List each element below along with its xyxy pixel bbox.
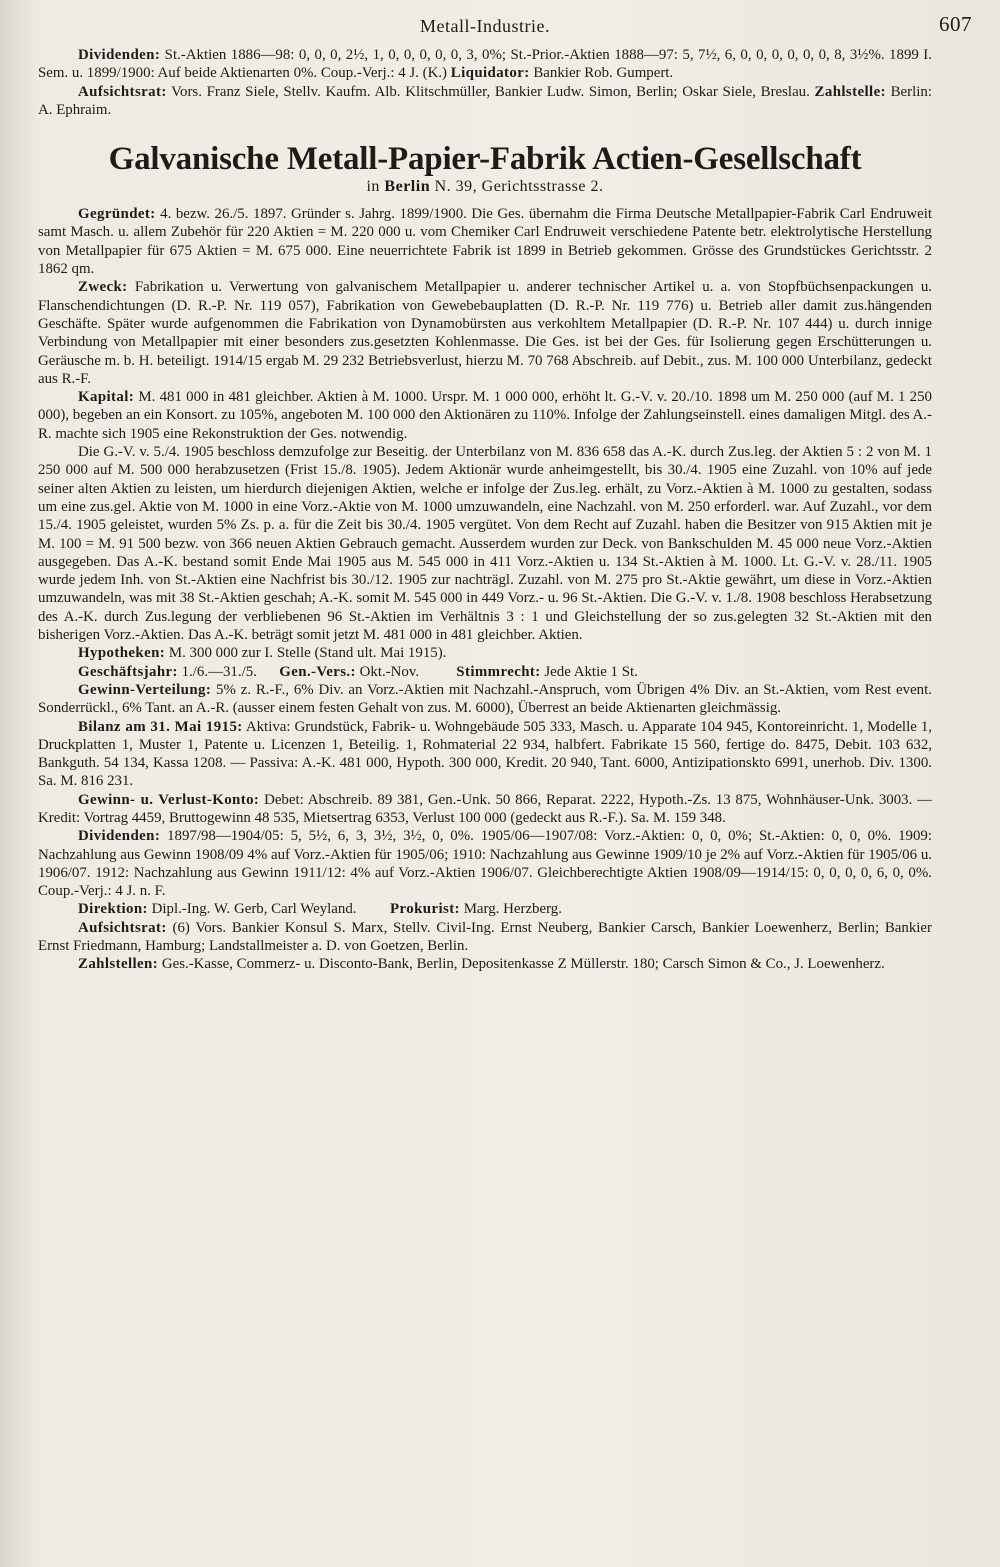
prev-dividenden-label: Dividenden: bbox=[78, 47, 161, 63]
prev-aufsichtsrat-paragraph bbox=[38, 83, 932, 120]
genvers-label: Gen.-Vers.: bbox=[279, 663, 356, 680]
gewinn-verteilung-text: 5% z. R.-F., 6% Div. an Vorz.-Aktien mit Nachzahl.-Anspruch, vom Übrigen 4% Div. an St.-Aktien, vom Rest event. Sonderrückl., 6% Tant. an A.-R. (ausser einem festen Gehalt von zus. M. 6000), Überrest an beide Aktienarten gleichmässig. bbox=[38, 681, 932, 717]
gewinn-verlust-paragraph bbox=[38, 791, 932, 828]
zahlstellen-text: Ges.-Kasse, Commerz- u. Disconto-Bank, Berlin, Depositenkasse Z Müllerstr. 180; Carsch Simon & Co., J. Loewenherz. bbox=[161, 956, 885, 973]
prev-liquidator-label: Liquidator: bbox=[450, 65, 530, 82]
prev-dividenden-paragraph bbox=[38, 46, 932, 83]
kapital-text: M. 481 000 in 481 gleichber. Aktien à M. 1000. Urspr. M. 1 000 000, erhöht lt. G.-V. v. 20./10. 1898 um M. 250 000 (auf M. 1 250 000), begeben an ein Konsort. zu 105%, angeboten M. 100 000 den Aktionären zu 110%. Infolge der Zahlungseinstell. eines damaligen Mitgl. des A.-R. machte sich 1905 eine Rekonstruktion der Ges. notwendig. bbox=[38, 389, 932, 442]
gegruendet-paragraph bbox=[38, 205, 932, 278]
gegruendet-label: Gegründet: bbox=[78, 206, 156, 223]
dividenden-text: 1897/98—1904/05: 5, 5½, 6, 3, 3½, 3½, 0, 0%. 1905/06—1907/08: Vorz.-Aktien: 0, 0, 0%; St.-Aktien: 0, 0, 0%. 1909: Nachzahlung aus Gewinn 1908/09 4% auf Vorz.-Aktien für 1905/06; 1910: Nachzahlung aus Gewinne 1909/10 je 2% auf Vorz.-Aktien für 1905/06 u. 1906/07. 1912: Nachzahlung aus Gewinn 1911/12: 4% auf Vorz.-Aktien 1906/07. Gleichberechtigte Aktien 1908/09—1914/15: 0, 0, 0, 0, 6, 0, 0%. Coup.-Verj.: 4 J. n. F. bbox=[38, 828, 932, 900]
address-prefix: in bbox=[366, 178, 380, 196]
dividenden-label: Dividenden: bbox=[78, 828, 161, 845]
genvers-text: Okt.-Nov. bbox=[359, 663, 420, 680]
direktion-paragraph bbox=[38, 900, 932, 918]
kapital-label: Kapital: bbox=[78, 389, 135, 406]
gewinn-verteilung-label: Gewinn-Verteilung: bbox=[78, 681, 212, 698]
company-address bbox=[38, 178, 932, 196]
page-number: 607 bbox=[939, 12, 972, 36]
hypotheken-text: M. 300 000 zur I. Stelle (Stand ult. Mai 1915). bbox=[168, 645, 447, 662]
zweck-text: Fabrikation u. Verwertung von galvanischem Metallpapier u. anderer technischer Artikel u. a. von Stopfbüchsenpackungen u. Flanschendichtungen (D. R.-P. Nr. 119 057), Fabrikation von Gewebebauplatten (D. R.-P. Nr. 119 776) u. Betrieb aller damit zus.hängenden Geschäfte. Später wurde aufgenommen die Fabrikation von Dynamobürsten aus verkohltem Metallpapier (D. R.-P. Nr. 107 444) u. durch innige Verbindung von Metallpapier mit einer besonders zus.gesetzten Kohlenmasse. Die Ges. ist bei der Ges. für Isolierung gegen Erschütterungen u. Geräusche m. b. H. beteiligt. 1914/15 ergab M. 29 232 Betriebsverlust, hierzu M. 70 768 Abschreib. auf Debit., zus. M. 100 000 Unterbilanz, gedeckt aus R.-F. bbox=[38, 279, 932, 387]
prev-dividenden-text: St.-Aktien 1886—98: 0, 0, 0, 2½, 1, 0, 0, 0, 0, 0, 3, 0%; St.-Prior.-Aktien 1888—97: 5, 7½, 6, 0, 0, 0, 0, 0, 0, 8, 3½%. 1899 I. Sem. u. 1899/1900: Auf beide Aktienarten 0%. Coup.-Verj.: 4 J. (K.) bbox=[38, 47, 932, 82]
gewinn-verteilung-paragraph bbox=[38, 681, 932, 718]
hypotheken-paragraph bbox=[38, 644, 932, 662]
hypotheken-label: Hypotheken: bbox=[78, 645, 166, 662]
stimmrecht-text: Jede Aktie 1 St. bbox=[544, 663, 638, 680]
dividenden-paragraph bbox=[38, 827, 932, 900]
prev-aufsichtsrat-label: Aufsichtsrat: bbox=[78, 83, 167, 100]
prev-liquidator-text: Bankier Rob. Gumpert. bbox=[533, 65, 674, 82]
direktion-text: Dipl.-Ing. W. Gerb, Carl Weyland. bbox=[151, 901, 357, 918]
running-head-title: Metall-Industrie. bbox=[420, 16, 550, 36]
gegruendet-text: 4. bezw. 26./5. 1897. Gründer s. Jahrg. 1899/1900. Die Ges. übernahm die Firma Deutsche Metallpapier-Fabrik Carl Endruweit samt Masch. u. allem Zubehör für 220 Aktien = M. 220 000 u. vom Chemiker Carl Endruweit verschiedene Patente betr. elektrolytische Herstellung von Metallpapier für 675 Aktien = M. 675 000. Eine neuerrichtete Fabrik ist 1899 in Betrieb gekommen. Grösse des Grundstückes Gerichtsstr. 2 1862 qm. bbox=[38, 206, 932, 278]
stimmrecht-label: Stimmrecht: bbox=[456, 663, 541, 680]
bilanz-paragraph bbox=[38, 718, 932, 791]
bilanz-text: Aktiva: Grundstück, Fabrik- u. Wohngebäude 505 333, Masch. u. Apparate 104 945, Kontoreinricht. 1, Modelle 1, Druckplatten 1, Muster 1, Patente u. Licenzen 1, Beteilig. 1, Rohmaterial 22 934, halbfert. Fabrikate 15 560, fertige do. 8475, Debit. 103 632, Bankguth. 54 134, Kassa 1208. — Passiva: A.-K. 481 000, Hypoth. 300 000, Kredit. 20 940, Tant. 6000, Antizipationskto 6991, unerhob. Div. 1300. Sa. M. 816 231. bbox=[38, 718, 932, 790]
gv-paragraph: Die G.-V. v. 5./4. 1905 beschloss demzufolge zur Beseitig. der Unterbilanz von M. 836 658 das A.-K. durch Zus.leg. der Aktien 5 : 2 von M. 1 250 000 auf M. 500 000 herabzusetzen (Frist 15./8. 1905). Jedem Aktionär wurde anheimgestellt, bis 30./4. 1905 eine Zuzahl. von 10% auf jede seiner alten Aktien zu leisten, um hierdurch diejenigen Aktien, welche er infolge der Zus.leg. erhält, zu Vorz.-Aktien à M. 1000 zu gestalten, sodass um eine zus.gel. Aktie von M. 1000 in eine Vorz.-Aktie von M. 1000 umzuwandeln, eine Nachzahl. von M. 250 erforderl. war. Auf Zuzahl., vor dem 15./4. 1905 geleistet, wurden 5% Zs. p. a. für die Zeit bis 30./4. 1905 vergütet. Von dem Recht auf Zuzahl. haben die Besitzer von 915 Aktien mit je M. 100 = M. 91 500 bezw. von 366 neuen Aktien Gebrauch gemacht. Ausserdem wurden zur Deck. von Bankschulden M. 45 000 neue Vorz.-Aktien ausgegeben. Das A.-K. bestand somit Ende Mai 1905 aus M. 545 000 in 411 Vorz.-Aktien u. 134 St.-Aktien à M. 1000. Lt. G.-V. v. 28./11. 1905 wurde jedem Inh. von St.-Aktien eine Nachfrist bis 30./12. 1905 zur nachträgl. Zuzahl. von M. 275 pro St.-Aktie gewährt, um diese in Vorz.-Aktien umzuwandeln, was mit 38 St.-Aktien geschah; A.-K. somit M. 545 000 in 449 Vorz.- u. 96 St.-Aktien. Die G.-V. v. 1./8. 1908 beschloss Herabsetzung des A.-K. durch Zus.legung der verbliebenen 96 St.-Aktien im Verhältnis 3 : 1 und Gleichstellung der so zus.gelegten 32 St.-Aktien mit den bisherigen Vorz.-Aktien. Das A.-K. beträgt somit jetzt M. 481 000 in 481 gleichber. Aktien. bbox=[38, 444, 932, 644]
geschaeftsjahr-paragraph bbox=[38, 663, 932, 681]
aufsichtsrat-label: Aufsichtsrat: bbox=[78, 919, 167, 936]
gewinn-verlust-label: Gewinn- u. Verlust-Konto: bbox=[78, 791, 260, 808]
aufsichtsrat-text: (6) Vors. Bankier Konsul S. Marx, Stellv. Civil-Ing. Ernst Neuberg, Bankier Carsch, Bankier Loewenherz, Berlin; Bankier Ernst Friedmann, Hamburg; Landstallmeister a. D. von Goetzen, Berlin. bbox=[38, 919, 932, 955]
zahlstellen-paragraph bbox=[38, 955, 932, 973]
prev-zahlstelle-label: Zahlstelle: bbox=[814, 83, 886, 100]
prokurist-text: Marg. Herzberg. bbox=[463, 901, 562, 918]
address-rest: N. 39, Gerichtsstrasse 2. bbox=[434, 178, 604, 196]
zahlstellen-label: Zahlstellen: bbox=[78, 956, 159, 973]
direktion-label: Direktion: bbox=[78, 901, 148, 918]
company-name-heading: Galvanische Metall-Papier-Fabrik Actien-Gesellschaft bbox=[108, 141, 862, 178]
prev-zahlstelle-text: Berlin: A. Ephraim. bbox=[38, 83, 932, 118]
zweck-label: Zweck: bbox=[78, 279, 128, 296]
aufsichtsrat-paragraph bbox=[38, 919, 932, 956]
running-head bbox=[38, 10, 972, 46]
prev-aufsichtsrat-text: Vors. Franz Siele, Stellv. Kaufm. Alb. Klitschmüller, Bankier Ludw. Simon, Berlin; Oskar Siele, Breslau. bbox=[171, 83, 810, 100]
geschaeftsjahr-text: 1./6.—31./5. bbox=[181, 663, 257, 680]
prokurist-label: Prokurist: bbox=[390, 901, 460, 918]
kapital-paragraph bbox=[38, 388, 932, 443]
address-city: Berlin bbox=[384, 178, 431, 196]
gewinn-verlust-text: Debet: Abschreib. 89 381, Gen.-Unk. 50 866, Reparat. 2222, Hypoth.-Zs. 13 875, Wohnhäuser-Unk. 3003. — Kredit: Vortrag 4459, Bruttogewinn 48 535, Mietsertrag 6353, Verlust 100 000 (gedeckt aus R.-F.). Sa. M. 159 348. bbox=[38, 791, 932, 826]
zweck-paragraph bbox=[38, 278, 932, 388]
geschaeftsjahr-label: Geschäftsjahr: bbox=[78, 663, 178, 680]
bilanz-label: Bilanz am 31. Mai 1915: bbox=[78, 718, 243, 735]
